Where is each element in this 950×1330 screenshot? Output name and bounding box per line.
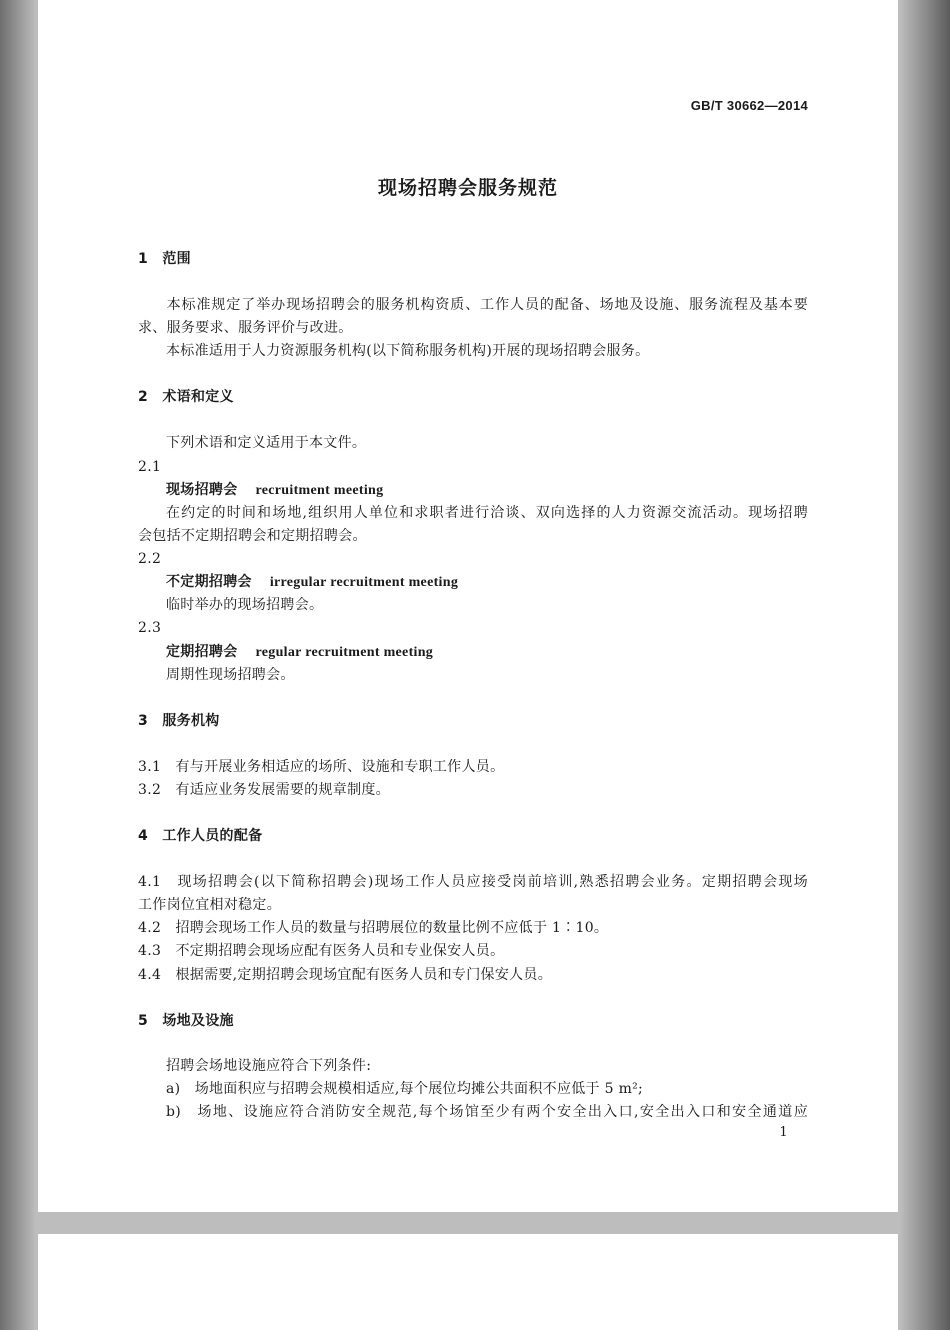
section-heading-1: 1 范围 [138,251,191,267]
section-heading-4: 4 工作人员的配备 [138,828,263,844]
term-heading: 现场招聘会 recruitment meeting [166,482,384,498]
list-item: b) 场地、设施应符合消防安全规范,每个场馆至少有两个安全出入口,安全出入口和安全通道应 [166,1104,808,1120]
term-number: 2.1 [138,459,162,475]
term-definition: 临时举办的现场招聘会。 [166,597,324,613]
term-heading: 不定期招聘会 irregular recruitment meeting [166,574,459,590]
term-definition: 在约定的时间和场地,组织用人单位和求职者进行洽谈、双向选择的人力资源交流活动。现场招聘 [166,505,808,521]
document-page [38,0,898,1212]
list-item: 3.1 有与开展业务相适应的场所、设施和专职工作人员。 [138,759,505,775]
list-item: 3.2 有适应业务发展需要的规章制度。 [138,782,390,798]
list-item: 工作岗位宜相对稳定。 [138,897,281,913]
term-number: 2.3 [138,620,162,636]
section-heading-3: 3 服务机构 [138,713,220,729]
paragraph-line: 求、服务要求、服务评价与改进。 [138,320,353,336]
paragraph-line: 本标准适用于人力资源服务机构(以下简称服务机构)开展的现场招聘会服务。 [166,343,650,359]
list-item: a) 场地面积应与招聘会规模相适应,每个展位均摊公共面积不应低于 5 m²; [166,1081,644,1097]
section-heading-2: 2 术语和定义 [138,389,234,405]
paragraph-line: 招聘会场地设施应符合下列条件: [166,1058,372,1074]
term-definition: 会包括不定期招聘会和定期招聘会。 [138,528,367,544]
list-item: 4.4 根据需要,定期招聘会现场宜配有医务人员和专门保安人员。 [138,967,553,983]
next-document-page [38,1234,898,1330]
list-item: 4.2 招聘会现场工作人员的数量与招聘展位的数量比例不应低于 1∶10。 [138,920,609,936]
term-heading: 定期招聘会 regular recruitment meeting [166,644,434,660]
term-number: 2.2 [138,551,162,567]
page-title: 现场招聘会服务规范 [377,177,558,199]
list-item: 4.1 现场招聘会(以下简称招聘会)现场工作人员应接受岗前培训,熟悉招聘会业务。定期招聘会现场 [138,874,808,890]
term-definition: 周期性现场招聘会。 [166,667,295,683]
paragraph-line: 下列术语和定义适用于本文件。 [166,435,367,451]
standard-code: GB/T 30662—2014 [690,98,808,113]
list-item: 4.3 不定期招聘会现场应配有医务人员和专业保安人员。 [138,943,505,959]
page-number: 1 [779,1125,788,1140]
section-heading-5: 5 场地及设施 [138,1013,234,1029]
paragraph-line: 本标准规定了举办现场招聘会的服务机构资质、工作人员的配备、场地及设施、服务流程及基本要 [166,297,808,313]
